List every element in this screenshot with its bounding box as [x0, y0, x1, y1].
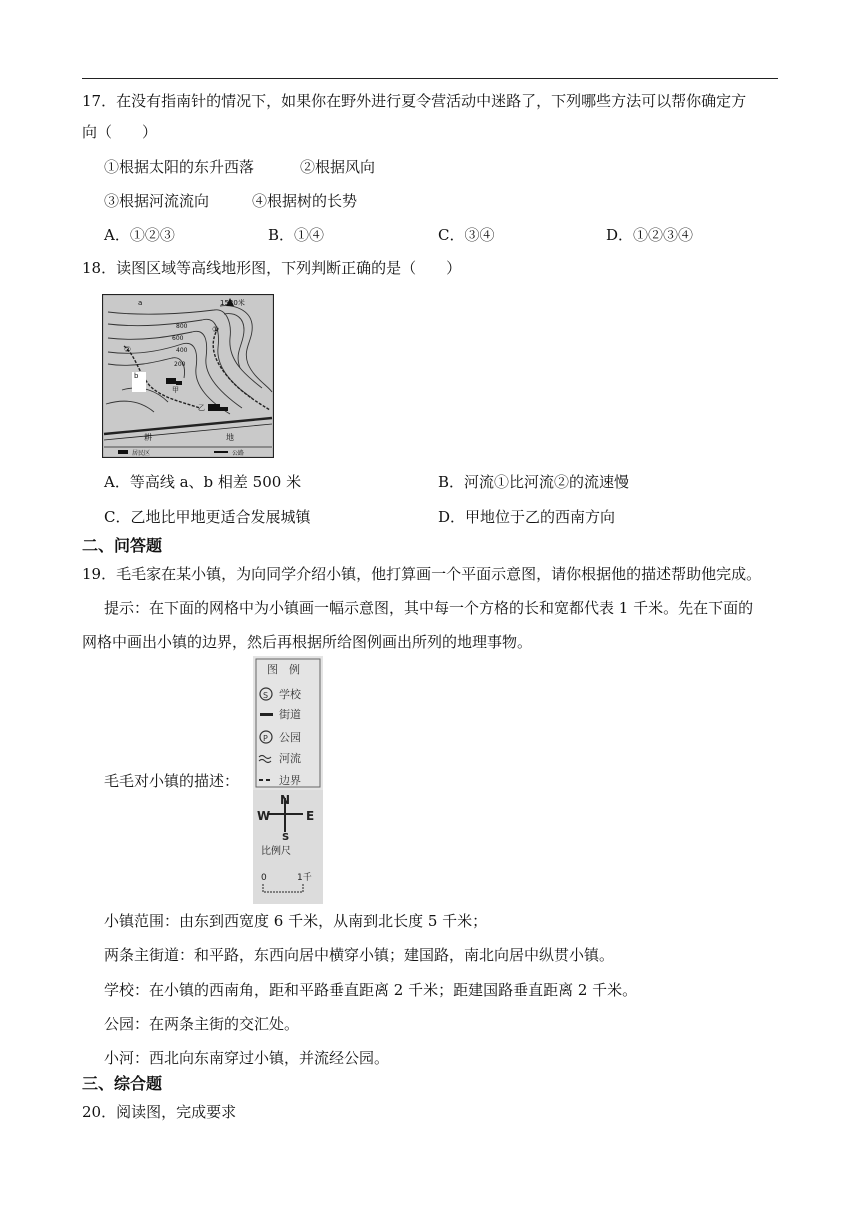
- town-legend-figure: [253, 656, 323, 904]
- q19-desc-line-2: 两条主街道：和平路，东西向居中横穿小镇；建国路，南北向居中纵贯小镇。: [104, 946, 615, 964]
- q18-option-c[interactable]: C．乙地比甲地更适合发展城镇: [104, 508, 311, 526]
- compass-west-label: W: [257, 809, 271, 823]
- legend-residential-icon: [118, 450, 128, 454]
- q17-option-c[interactable]: C．③④: [438, 226, 495, 244]
- q19-stem: 19．毛毛家在某小镇，为向同学介绍小镇，他打算画一个平面示意图，请你根据他的描述帮助他完成。: [82, 565, 762, 583]
- q20-stem: 20．阅读图，完成要求: [82, 1103, 237, 1121]
- q17-option-a[interactable]: A．①②③: [104, 226, 175, 244]
- school-symbol: S: [263, 691, 269, 700]
- q18-option-b[interactable]: B．河流①比河流②的流速慢: [438, 473, 630, 491]
- contour-label-200: 200: [174, 361, 186, 368]
- residential-jia-icon-2: [176, 381, 182, 385]
- contour-label-800: 800: [176, 323, 188, 330]
- q19-desc-line-1: 小镇范围：由东到西宽度 6 千米，从南到北长度 5 千米；: [104, 912, 488, 930]
- q18-option-a[interactable]: A．等高线 a、b 相差 500 米: [104, 473, 302, 491]
- legend-residential-label: 居民区: [132, 450, 151, 457]
- section-3-heading: 三、综合题: [82, 1074, 163, 1093]
- q19-desc-line-5: 小河：西北向东南穿过小镇，并流经公园。: [104, 1049, 390, 1067]
- q17-stem-line2: 向（ ）: [82, 123, 158, 141]
- park-symbol: P: [263, 734, 268, 743]
- scale-one: 1千: [297, 873, 312, 883]
- header-rule: [82, 78, 778, 79]
- place-jia-label: 甲: [172, 386, 179, 394]
- q17-item-2: ②根据风向: [300, 158, 376, 176]
- legend-title: 图 例: [267, 663, 300, 676]
- compass-north-label: N: [280, 793, 291, 807]
- compass-south-label: S: [282, 832, 290, 843]
- contour-label-400: 400: [176, 347, 188, 354]
- legend-street-label: 街道: [279, 708, 301, 721]
- q17-option-d[interactable]: D．①②③④: [606, 226, 694, 244]
- compass-east-label: E: [306, 809, 315, 823]
- legend-panel: [253, 656, 323, 790]
- q17-stem-line1: 17．在没有指南针的情况下，如果你在野外进行夏令营活动中迷路了，下列哪些方法可以帮你确定方: [82, 92, 747, 110]
- q17-option-b[interactable]: B．①④: [268, 226, 325, 244]
- q18-stem: 18．读图区域等高线地形图，下列判断正确的是（ ）: [82, 259, 462, 277]
- q19-desc-line-4: 公园：在两条主街的交汇处。: [104, 1015, 300, 1033]
- q19-desc-line-3: 学校：在小镇的西南角，距和平路垂直距离 2 千米；距建国路垂直距离 2 千米。: [104, 981, 638, 999]
- residential-jia-icon: [166, 378, 176, 384]
- q17-item-1: ①根据太阳的东升西落: [104, 158, 255, 176]
- legend-river-label: 河流: [279, 752, 301, 765]
- legend-park-label: 公园: [279, 731, 301, 744]
- residential-yi-icon-2: [220, 407, 228, 411]
- section-2-heading: 二、问答题: [82, 536, 163, 555]
- q18-option-d[interactable]: D．甲地位于乙的西南方向: [438, 508, 616, 526]
- river-2-label: ②: [124, 345, 132, 354]
- legend-school-label: 学校: [279, 688, 301, 701]
- place-yi-label: 乙: [198, 404, 205, 412]
- field-label-left: 耕: [144, 433, 152, 442]
- q19-hint-line1: 提示：在下面的网格中为小镇画一幅示意图，其中每一个方格的长和宽都代表 1 千米。先在下面的: [104, 599, 754, 617]
- legend-road-label: 公路: [232, 450, 245, 457]
- contour-map-figure: [102, 294, 274, 458]
- scale-title: 比例尺: [261, 846, 291, 857]
- q19-hint-line2: 网格中画出小镇的边界，然后再根据所给图例画出所列的地理事物。: [82, 633, 533, 651]
- contour-label-600: 600: [172, 335, 184, 342]
- q17-item-3: ③根据河流流向: [104, 192, 210, 210]
- river-1-label: ①: [212, 325, 220, 334]
- street-icon: [260, 713, 273, 716]
- letter-a-label: a: [138, 299, 143, 307]
- q19-description-label: 毛毛对小镇的描述：: [104, 772, 240, 790]
- scale-zero: 0: [261, 873, 267, 883]
- letter-b-label: b: [134, 372, 139, 380]
- legend-border-label: 边界: [279, 774, 301, 787]
- q17-item-4: ④根据树的长势: [252, 192, 358, 210]
- field-label-right: 地: [226, 433, 234, 442]
- residential-yi-icon: [208, 404, 220, 411]
- peak-label: 1530米: [220, 299, 245, 307]
